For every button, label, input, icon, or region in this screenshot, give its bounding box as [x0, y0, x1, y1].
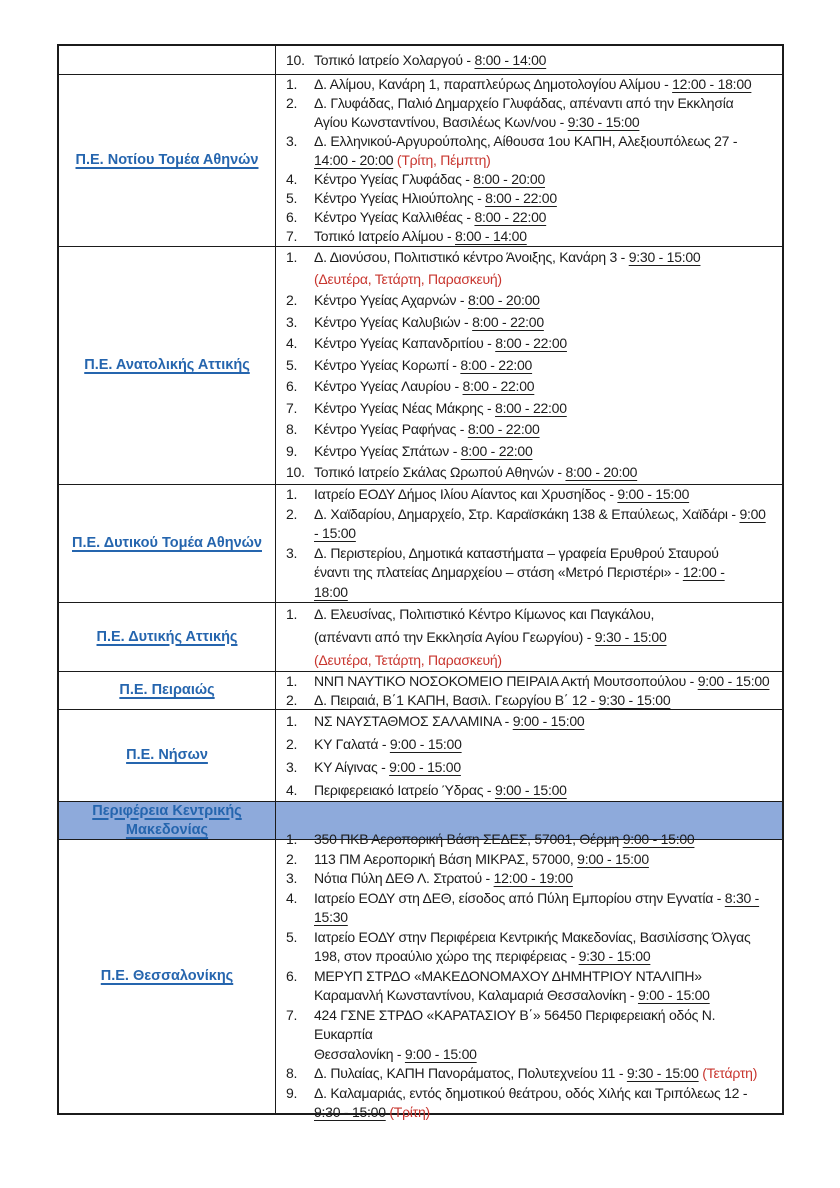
time-range: 9:30 - 15:00 [628, 249, 701, 266]
region-cell [59, 802, 276, 839]
clinic-item [286, 928, 774, 967]
item-number: 8. [286, 1065, 298, 1082]
time-range: - 15:00 [314, 525, 356, 541]
item-number: 3. [286, 544, 298, 561]
location-text: ΝΣ ΝΑΥΣΤΑΘΜΟΣ ΣΑΛΑΜΙΝΑ - [314, 712, 513, 729]
clinic-item [286, 376, 774, 398]
item-number: 4. [286, 781, 298, 798]
table-row [59, 484, 782, 602]
item-text [314, 1084, 774, 1123]
item-number: 3. [286, 870, 298, 887]
region-label: Π.Ε. Ανατολικής Αττικής [84, 357, 250, 373]
item-number: 1. [286, 831, 298, 848]
region-label: Π.Ε. Νήσων [126, 747, 208, 763]
item-number: 2. [286, 95, 298, 111]
time-range: 8:00 - 22:00 [495, 399, 567, 416]
region-label: Περιφέρεια Κεντρικής [92, 802, 242, 819]
locations-cell [276, 46, 782, 74]
time-range: 8:00 - 22:00 [462, 378, 535, 395]
clinic-item [286, 830, 774, 850]
item-text [314, 247, 774, 290]
time-range: 12:00 - 18:00 [672, 76, 752, 92]
region-label: Π.Ε. Θεσσαλονίκης [100, 968, 234, 984]
days-note: (Τρίτη, Πέμπτη) [396, 152, 491, 168]
time-range: 8:00 - 14:00 [474, 52, 547, 68]
location-text: ΜΕΡΥΠ ΣΤΡΔΟ «ΜΑΚΕΔΟΝΟΜΑΧΟΥ ΔΗΜΗΤΡΙΟΥ ΝΤΑΛΙΠΗ» [314, 967, 702, 984]
location-text: ΚΥ Αίγινας - [314, 758, 390, 775]
item-number: 4. [286, 335, 298, 352]
item-number: 1. [286, 249, 298, 266]
time-range: 12:00 - 19:00 [493, 870, 573, 887]
location-text: Τοπικό Ιατρείο Αλίμου - [314, 228, 456, 244]
clinic-item [286, 170, 774, 189]
item-text [314, 733, 774, 756]
clinic-item [286, 355, 774, 377]
clinic-item [286, 603, 774, 672]
days-note: (Δευτέρα, Τετάρτη, Παρασκευή) [314, 270, 502, 287]
location-text: Νότια Πύλη ΔΕΘ Λ. Στρατού - [314, 870, 494, 887]
region-cell [59, 75, 276, 246]
location-text: 424 ΓΣΝΕ ΣΤΡΔΟ «ΚΑΡΑΤΑΣΙΟΥ Β΄» 56450 Περιφερειακή οδός Ν. Ευκαρπία [314, 1006, 716, 1043]
table-row [59, 671, 782, 709]
item-text [314, 441, 774, 463]
item-number: 7. [286, 228, 298, 244]
location-text: Κέντρο Υγείας Σπάτων - [314, 442, 461, 459]
item-number: 1. [286, 672, 298, 689]
region-cell [59, 247, 276, 484]
clinic-item [286, 710, 774, 733]
days-note: (Τετάρτη) [702, 1065, 758, 1082]
item-text [314, 928, 774, 967]
item-number: 9. [286, 442, 298, 459]
time-range: 8:00 - 22:00 [472, 313, 544, 330]
schedule-table [57, 44, 784, 1121]
item-text [314, 355, 774, 377]
location-text: Δ. Αλίμου, Κανάρη 1, παραπλεύρως Δημοτολογίου Αλίμου - [314, 76, 673, 92]
location-text: Δ. Ελευσίνας, Πολιτιστικό Κέντρο Κίμωνος και Παγκάλου, [314, 605, 655, 622]
clinic-item [286, 441, 774, 463]
clinic-item [286, 227, 774, 246]
time-range: 8:00 - 22:00 [460, 356, 533, 373]
clinic-item [286, 75, 774, 94]
item-text [314, 672, 774, 691]
item-number: 10. [286, 464, 305, 481]
region-cell [59, 46, 276, 74]
time-range: 8:00 - 22:00 [474, 209, 547, 225]
location-text: έναντι της πλατείας Δημαρχείου – στάση «Μετρό Περιστέρι» - [314, 564, 683, 580]
region-cell [59, 485, 276, 602]
region-cell [59, 840, 276, 1113]
location-text: Ιατρείο ΕΟΔΥ στην Περιφέρεια Κεντρικής Μακεδονίας, Βασιλίσσης Όλγας [314, 928, 751, 945]
time-range: 9:30 - 15:00 [567, 114, 640, 130]
clinic-item [286, 208, 774, 227]
item-text [314, 189, 774, 208]
locations-cell [276, 75, 782, 246]
item-number: 7. [286, 399, 298, 416]
time-range: 9:00 - 15:00 [577, 850, 649, 867]
time-range: 9:00 - 15:00 [637, 987, 710, 1004]
item-number: 1. [286, 486, 298, 502]
location-text: 350 ΠΚΒ Αεροπορική Βάση ΣΕΔΕΣ, 57001, Θέρμη [314, 831, 623, 848]
location-text: Κέντρο Υγείας Καλλιθέας - [314, 209, 475, 225]
clinic-item [286, 94, 774, 132]
time-range: 8:00 - 14:00 [455, 228, 527, 244]
clinic-item [286, 756, 774, 779]
item-number: 2. [286, 505, 298, 522]
table-row [59, 74, 782, 246]
item-number: 7. [286, 1006, 298, 1023]
clinic-item [286, 333, 774, 355]
time-range: 8:00 - 22:00 [495, 335, 567, 352]
time-range: 8:00 - 22:00 [460, 442, 533, 459]
time-range: 9:00 - 15:00 [512, 712, 585, 729]
time-range: 9:30 - 15:00 [594, 628, 667, 645]
region-label: Π.Ε. Πειραιώς [119, 682, 215, 698]
clinic-item [286, 1084, 774, 1123]
time-range: 18:00 [314, 583, 348, 600]
item-number: 4. [286, 889, 298, 906]
item-text [314, 869, 774, 889]
clinic-item [286, 967, 774, 1006]
location-text: Δ. Περιστερίου, Δημοτικά καταστήματα – γραφεία Ερυθρού Σταυρού [314, 544, 719, 561]
item-text [314, 756, 774, 779]
locations-cell [276, 485, 782, 602]
item-text [314, 691, 774, 710]
table-row [59, 602, 782, 671]
region-cell [59, 603, 276, 671]
item-text [314, 290, 774, 312]
item-text [314, 710, 774, 733]
location-text: (απέναντι από την Εκκλησία Αγίου Γεωργίου) - [314, 628, 595, 645]
location-text: Δ. Καλαμαριάς, εντός δημοτικού θεάτρου, οδός Χιλής και Τριπόλεως 12 - [314, 1084, 748, 1101]
time-range: 8:00 - 20:00 [565, 464, 638, 481]
item-text [314, 75, 774, 94]
item-number: 2. [286, 735, 298, 752]
item-number: 3. [286, 758, 298, 775]
region-label: Μακεδονίας [125, 821, 209, 838]
item-text [314, 398, 774, 420]
item-text [314, 419, 774, 441]
item-number: 2. [286, 292, 298, 309]
location-text: Κέντρο Υγείας Λαυρίου - [314, 378, 463, 395]
clinic-item [286, 672, 774, 691]
item-number: 1. [286, 712, 298, 729]
clinic-item [286, 312, 774, 334]
item-number: 9. [286, 1084, 298, 1101]
location-text: Περιφερειακό Ιατρείο Ύδρας - [314, 781, 495, 798]
location-text: 113 ΠΜ Αεροπορική Βάση ΜΙΚΡΑΣ, 57000, [314, 850, 578, 867]
item-text [314, 505, 774, 544]
clinic-item [286, 132, 774, 170]
item-number: 4. [286, 171, 298, 187]
item-number: 8. [286, 421, 298, 438]
region-cell [59, 710, 276, 801]
time-range: 9:00 - 15:00 [622, 831, 695, 848]
table-row [59, 709, 782, 801]
region-label: Π.Ε. Δυτικού Τομέα Αθηνών [72, 535, 262, 551]
time-range: 9:00 - 15:00 [617, 486, 690, 502]
item-text [314, 850, 774, 870]
clinic-item [286, 398, 774, 420]
location-text: Κέντρο Υγείας Γλυφάδας - [314, 171, 474, 187]
location-text: Δ. Γλυφάδας, Παλιό Δημαρχείο Γλυφάδας, απέναντι από την Εκκλησία [314, 95, 734, 111]
clinic-item [286, 290, 774, 312]
item-text [314, 132, 774, 170]
item-text [314, 312, 774, 334]
clinic-item [286, 462, 774, 484]
time-range: 9:30 - 15:00 [598, 691, 671, 708]
time-range: 9:00 - 15:00 [389, 735, 462, 752]
locations-cell [276, 247, 782, 484]
location-text: Θεσσαλονίκη - [314, 1045, 405, 1062]
item-text [314, 603, 774, 672]
item-number: 6. [286, 209, 298, 225]
table-row [59, 831, 782, 1121]
days-note: (Τρίτη) [389, 1104, 430, 1121]
item-number: 1. [286, 605, 298, 622]
region-label: Π.Ε. Δυτικής Αττικής [96, 628, 238, 645]
location-text: Δ. Πυλαίας, ΚΑΠΗ Πανοράματος, Πολυτεχνείου 11 - [314, 1065, 627, 1082]
time-range: 9:00 - 15:00 [389, 758, 461, 775]
item-text [314, 170, 774, 189]
item-text [314, 1064, 774, 1084]
location-text: Ιατρείο ΕΟΔΥ Δήμος Ιλίου Αίαντος και Χρυσηίδος - [314, 486, 618, 502]
location-text: Δ. Χαϊδαρίου, Δημαρχείο, Στρ. Καραϊσκάκη 138 & Επαύλεως, Χαϊδάρι - [314, 505, 740, 522]
item-number: 3. [286, 313, 298, 330]
clinic-item [286, 850, 774, 870]
item-text [314, 227, 774, 246]
days-note: (Δευτέρα, Τετάρτη, Παρασκευή) [314, 651, 502, 668]
item-text [314, 333, 774, 355]
time-range: 9:00 - 15:00 [404, 1045, 477, 1062]
location-text: Κέντρο Υγείας Κορωπί - [314, 356, 461, 373]
item-text [314, 208, 774, 227]
location-text: Τοπικό Ιατρείο Σκάλας Ωρωπού Αθηνών - [314, 464, 566, 481]
clinic-item [286, 1006, 774, 1065]
time-range: 9:30 - 15:00 [626, 1065, 699, 1082]
item-text [314, 967, 774, 1006]
location-text: Καραμανλή Κωνσταντίνου, Καλαμαριά Θεσσαλονίκη - [314, 987, 638, 1004]
location-text: Κέντρο Υγείας Ηλιούπολης - [314, 190, 486, 206]
time-range: 12:00 - [682, 564, 725, 580]
clinic-item [286, 889, 774, 928]
region-label: Π.Ε. Νοτίου Τομέα Αθηνών [75, 152, 259, 168]
item-number: 5. [286, 190, 298, 206]
time-range: 8:00 - 20:00 [473, 171, 546, 187]
time-range: 15:30 [314, 909, 348, 926]
item-text [314, 889, 774, 928]
item-number: 2. [286, 691, 298, 708]
location-text: Κέντρο Υγείας Καπανδριτίου - [314, 335, 496, 352]
item-text [314, 1006, 774, 1065]
location-text: Αγίου Κωνσταντίνου, Βασιλέως Κων/νου - [314, 114, 568, 130]
clinic-item [286, 544, 774, 603]
location-text: Δ. Πειραιά, Β΄1 ΚΑΠΗ, Βασιλ. Γεωργίου Β΄ 12 - [314, 691, 599, 708]
region-cell [59, 672, 276, 709]
time-range: 8:30 - [724, 889, 760, 906]
item-number: 3. [286, 133, 298, 149]
location-text: Ιατρείο ΕΟΔΥ στη ΔΕΘ, είσοδος από Πύλη Εμπορίου στην Εγνατία - [314, 889, 725, 906]
location-text: Δ. Ελληνικού-Αργυρούπολης, Αίθουσα 1ου ΚΑΠΗ, Αλεξιουπόλεως 27 - [314, 133, 738, 149]
location-text: ΝΝΠ ΝΑΥΤΙΚΟ ΝΟΣΟΚΟΜΕΙΟ ΠΕΙΡΑΙΑ Ακτή Μουτσοπούλου - [314, 672, 698, 689]
location-text: Κέντρο Υγείας Καλυβιών - [314, 313, 473, 330]
clinic-item [286, 505, 774, 544]
clinic-item [286, 733, 774, 756]
time-range: 9:00 - 15:00 [697, 672, 770, 689]
item-number: 5. [286, 928, 298, 945]
table-row [59, 246, 782, 484]
location-text: Δ. Διονύσου, Πολιτιστικό κέντρο Άνοιξης, Κανάρη 3 - [314, 249, 629, 266]
item-text [314, 544, 774, 603]
item-text [314, 462, 774, 484]
locations-cell [276, 831, 782, 1121]
location-text: Τοπικό Ιατρείο Χολαργού - [314, 52, 475, 68]
location-text: 198, στον προαύλιο χώρο της περιφέρειας - [314, 948, 579, 965]
time-range: 9:30 - 15:00 [578, 948, 651, 965]
table-row [59, 46, 782, 74]
clinic-item [286, 1064, 774, 1084]
clinic-item [286, 779, 774, 802]
clinic-item [286, 50, 774, 70]
item-text [314, 485, 774, 505]
time-range: 9:30 - 15:00 [314, 1104, 386, 1121]
locations-cell [276, 672, 782, 709]
clinic-item [286, 189, 774, 208]
item-number: 2. [286, 850, 298, 867]
item-number: 6. [286, 378, 298, 395]
item-number: 1. [286, 76, 298, 92]
item-text [314, 830, 774, 850]
item-number: 5. [286, 356, 298, 373]
time-range: 9:00 - 15:00 [494, 781, 567, 798]
item-number: 6. [286, 967, 298, 984]
item-text [314, 94, 774, 132]
item-text [314, 779, 774, 802]
item-number: 10. [286, 52, 305, 68]
clinic-item [286, 485, 774, 505]
clinic-item [286, 419, 774, 441]
item-text [314, 376, 774, 398]
clinic-item [286, 691, 774, 710]
time-range: 14:00 - 20:00 [314, 152, 394, 168]
time-range: 9:00 [739, 505, 766, 522]
time-range: 8:00 - 20:00 [467, 292, 540, 309]
location-text: Κέντρο Υγείας Ραφήνας - [314, 421, 468, 438]
location-text: ΚΥ Γαλατά - [314, 735, 390, 752]
locations-cell [276, 710, 782, 801]
location-text: Κέντρο Υγείας Νέας Μάκρης - [314, 399, 496, 416]
clinic-item [286, 247, 774, 290]
time-range: 8:00 - 22:00 [485, 190, 557, 206]
item-text [314, 50, 774, 70]
locations-cell [276, 603, 782, 671]
time-range: 8:00 - 22:00 [467, 421, 540, 438]
clinic-item [286, 869, 774, 889]
location-text: Κέντρο Υγείας Αχαρνών - [314, 292, 468, 309]
